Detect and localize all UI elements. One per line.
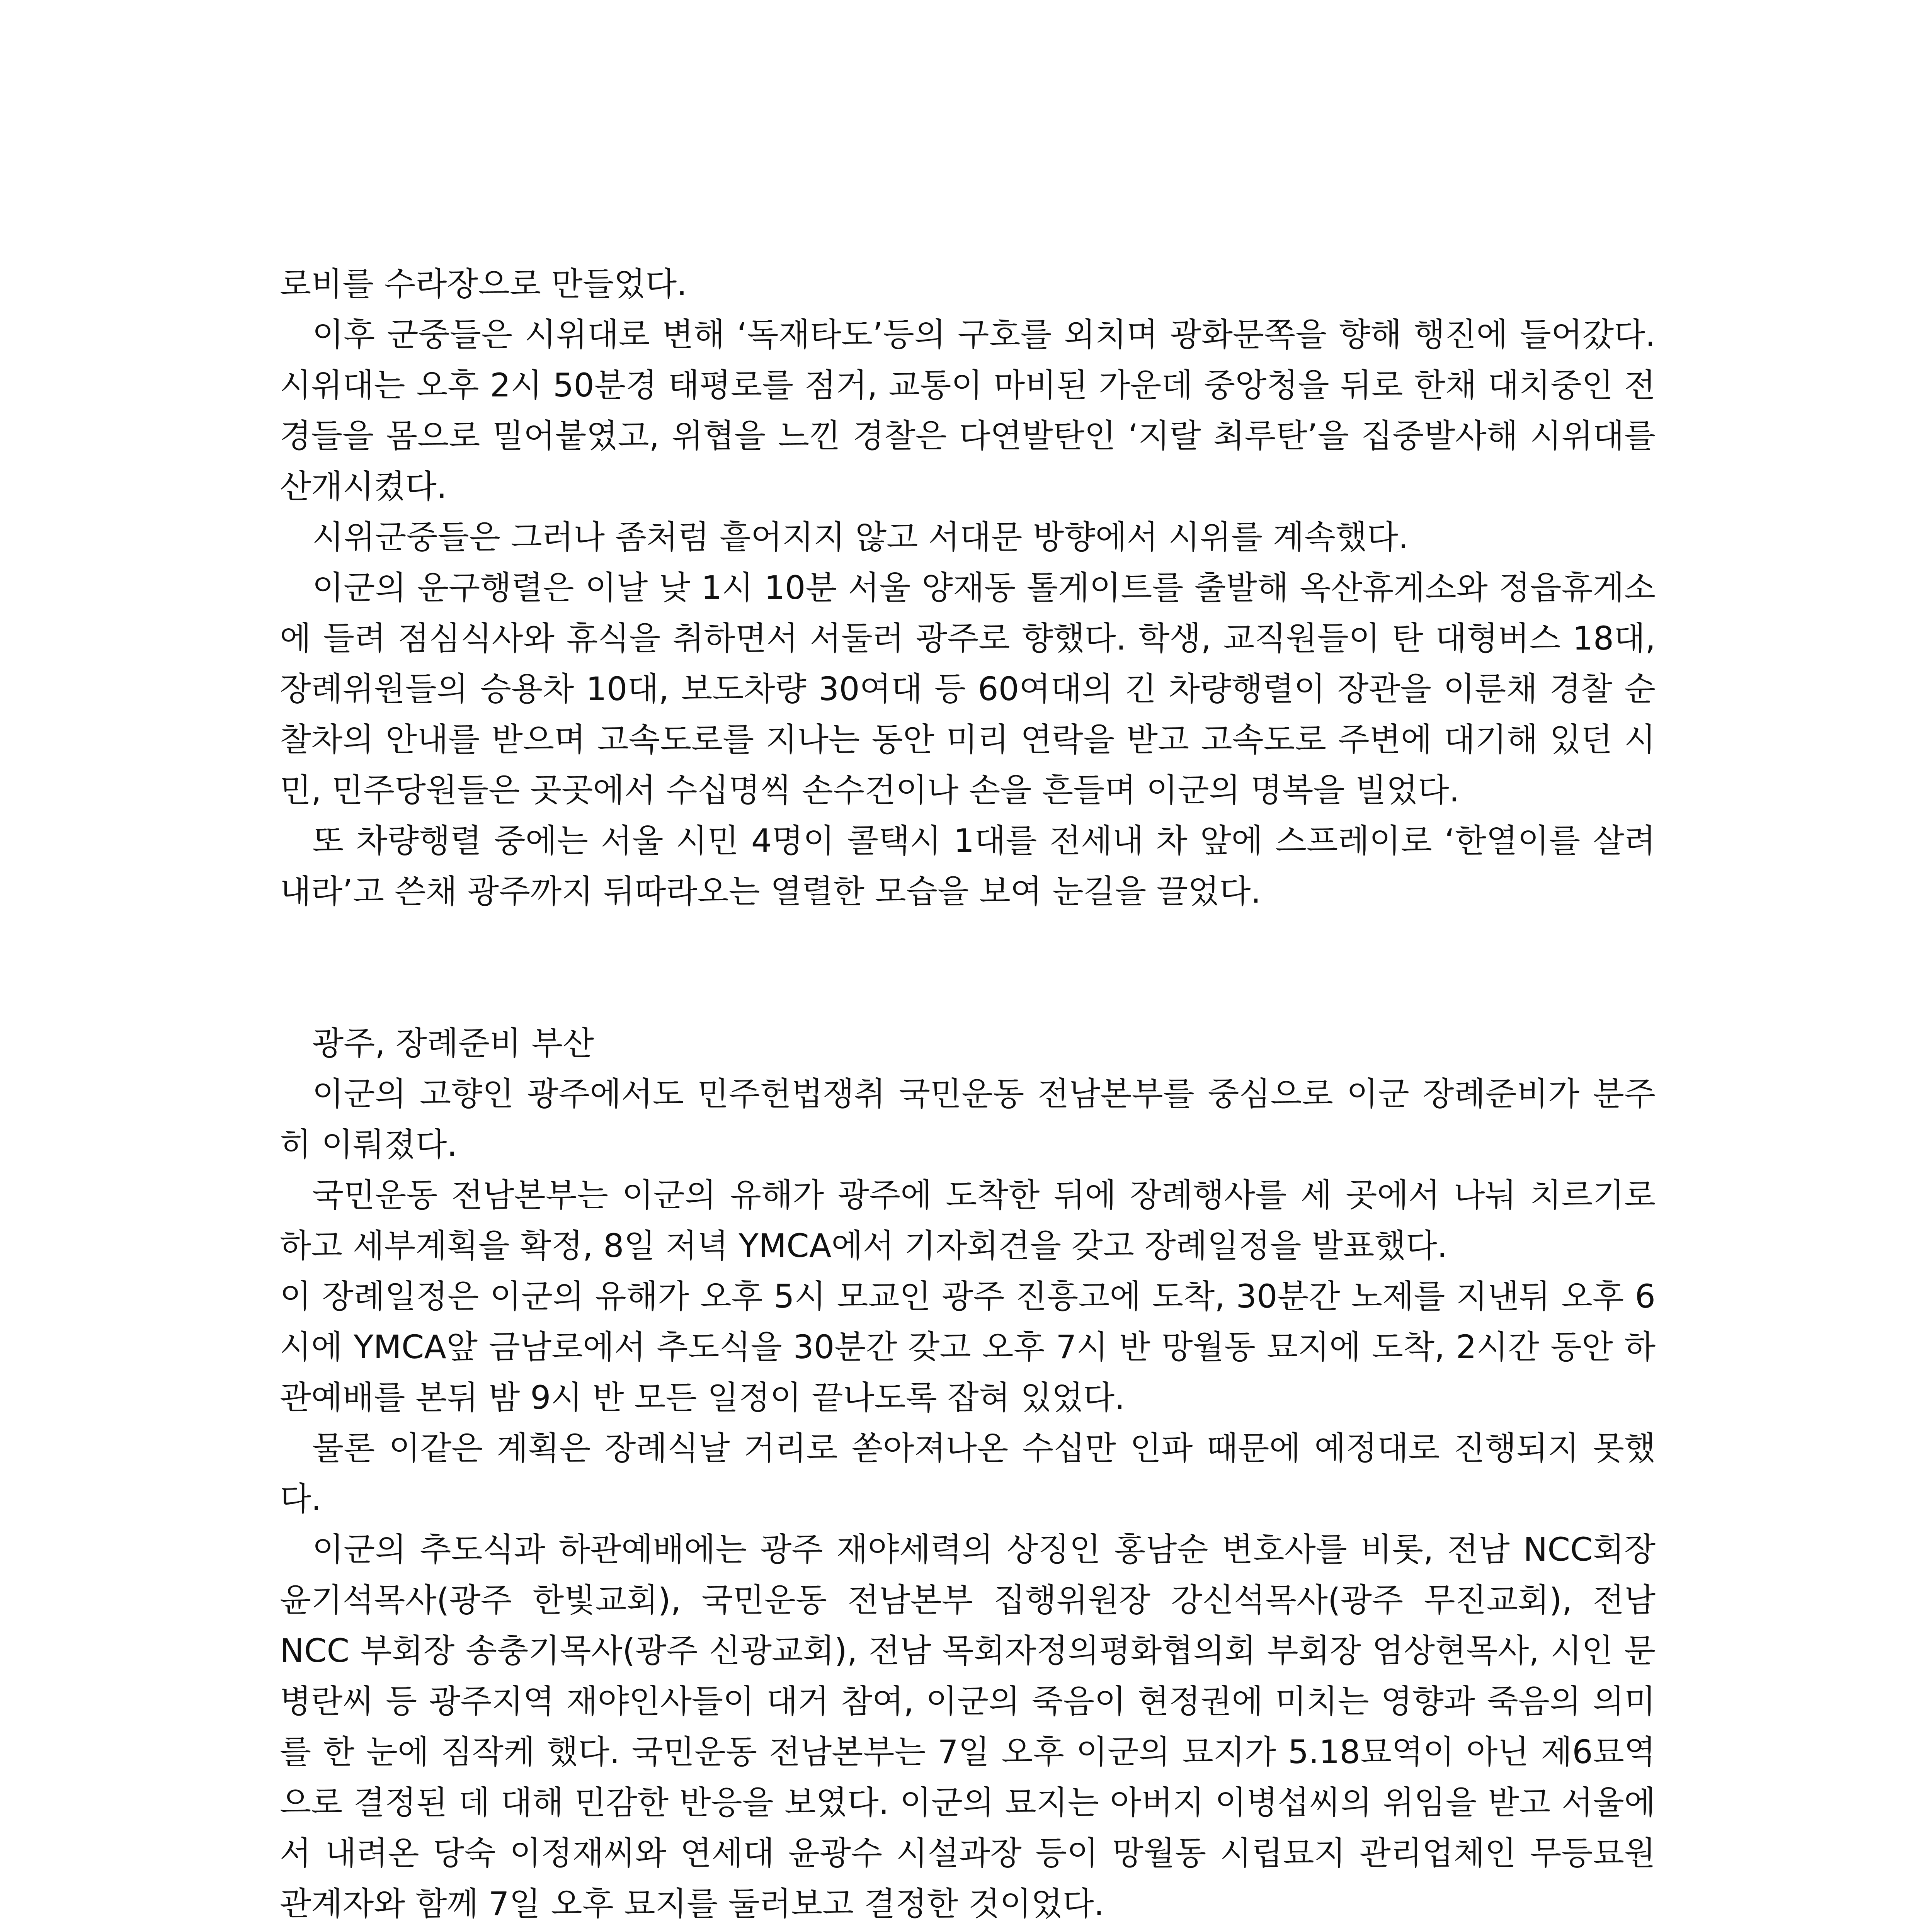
document-body [280, 259, 1656, 1932]
paragraph: 시위군중들은 그러나 좀처럼 흩어지지 않고 서대문 방향에서 시위를 계속했다. [312, 518, 1409, 556]
paragraph: 이후 군중들은 시위대로 변해 ‘독재타도’등의 구호를 외치며 광화문쪽을 향해 행진에 들어갔다. 시위대는 오후 2시 50분경 태평로를 점거, 교통이 마비된 가운데 중앙청을 뒤로 한채 대치중인 전경들을 몸으로 밀어붙였고, 위협을 느낀 경찰은 다연발탄인 ‘지랄 최루탄’을 집중발사해 시위대를 산개시켰다. [280, 316, 1656, 505]
paragraph: 이군의 고향인 광주에서도 민주헌법쟁취 국민운동 전남본부를 중심으로 이군 장례준비가 분주히 이뤄졌다. [280, 1075, 1656, 1163]
section-spacer [280, 917, 1656, 1018]
section-heading: 광주, 장례준비 부산 [312, 1024, 594, 1062]
paragraph: 이군의 추도식과 하관예배에는 광주 재야세력의 상징인 홍남순 변호사를 비롯, 전남 NCC회장 윤기석목사(광주 한빛교회), 국민운동 전남본부 집행위원장 강신석목사(광주 무진교회), 전남 NCC 부회장 송충기목사(광주 신광교회), 전남 목회자정의평화협의회 부회장 엄상현목사, 시인 문병란씨 등 광주지역 재야인사들이 대거 참여, 이군의 죽음이 현정권에 미치는 영향과 죽음의 의미를 한 눈에 짐작케 했다. 국민운동 전남본부는 7일 오후 이군의 묘지가 5.18묘역이 아닌 제6묘역으로 결정된 데 대해 민감한 반응을 보였다. 이군의 묘지는 아버지 이병섭씨의 위임을 받고 서울에서 내려온 당숙 이정재씨와 연세대 윤광수 시설과장 등이 망월동 시립묘지 관리업체인 무등묘원 관계자와 함께 7일 오후 묘지를 둘러보고 결정한 것이었다. [280, 1531, 1656, 1923]
paragraph: 이군의 운구행렬은 이날 낮 1시 10분 서울 양재동 톨게이트를 출발해 옥산휴게소와 정읍휴게소에 들려 점심식사와 휴식을 취하면서 서둘러 광주로 향했다. 학생, 교직원들이 탄 대형버스 18대, 장례위원들의 승용차 10대, 보도차량 30여대 등 60여대의 긴 차량행렬이 장관을 이룬채 경찰 순찰차의 안내를 받으며 고속도로를 지나는 동안 미리 연락을 받고 고속도로 주변에 대기해 있던 시민, 민주당원들은 곳곳에서 수십명씩 손수건이나 손을 흔들며 이군의 명복을 빌었다. [280, 569, 1656, 809]
paragraph: 이 장례일정은 이군의 유해가 오후 5시 모교인 광주 진흥고에 도착, 30분간 노제를 지낸뒤 오후 6시에 YMCA앞 금남로에서 추도식을 30분간 갖고 오후 7시 반 망월동 묘지에 도착, 2시간 동안 하관예배를 본뒤 밤 9시 반 모든 일정이 끝나도록 잡혀 있었다. [280, 1277, 1656, 1417]
paragraph [280, 1929, 1656, 1932]
paragraph: 로비를 수라장으로 만들었다. [280, 265, 687, 303]
paragraph: 또 차량행렬 중에는 서울 시민 4명이 콜택시 1대를 전세내 차 앞에 스프레이로 ‘한열이를 살려내라’고 쓴채 광주까지 뒤따라오는 열렬한 모습을 보여 눈길을 끌었다. [280, 822, 1656, 910]
paragraph: 물론 이같은 계획은 장례식날 거리로 쏟아져나온 수십만 인파 때문에 예정대로 진행되지 못했다. [280, 1429, 1656, 1518]
paragraph: 국민운동 전남본부는 이군의 유해가 광주에 도착한 뒤에 장례행사를 세 곳에서 나눠 치르기로 하고 세부계획을 확정, 8일 저녁 YMCA에서 기자회견을 갖고 장례일정을 발표했다. [280, 1176, 1656, 1265]
